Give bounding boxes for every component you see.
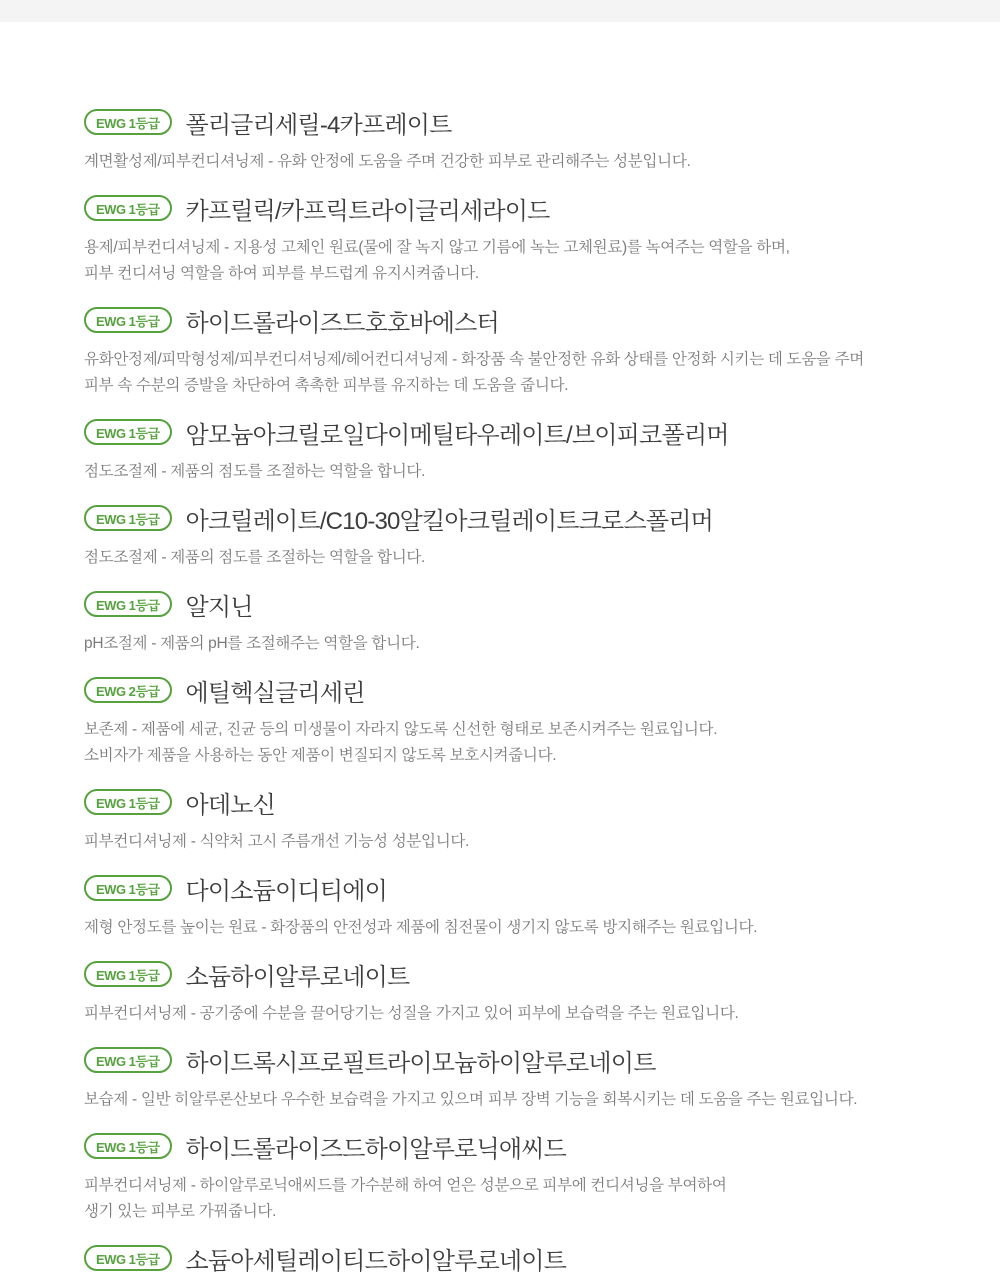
ingredient-name: 카프릴릭/카프릭트라이글리세라이드 [185,197,550,225]
ingredient-entry-header [84,1132,944,1163]
ingredient-description-line: 계면활성제/피부컨디셔닝제 - 유화 안정에 도움을 주며 건강한 피부로 관리해주는 성분입니다. [84,153,691,170]
ingredient-description-line: 점도조절제 - 제품의 점도를 조절하는 역할을 합니다. [84,549,426,566]
ingredient-description [84,717,944,769]
ingredient-description-line: 제형 안정도를 높이는 원료 - 화장품의 안전성과 제품에 침전물이 생기지 않도록 방지해주는 원료입니다. [84,919,758,936]
ingredient-name: 하이드롤라이즈드하이알루로닉애씨드 [185,1135,567,1163]
ingredient-description [84,1001,944,1027]
ingredient-name: 하이드롤라이즈드호호바에스터 [185,309,499,337]
ingredient-entry-header [84,108,944,139]
ewg-grade-badge: EWG 1등급 [84,1245,172,1271]
ingredient-description-line: 피부컨디셔닝제 - 공기중에 수분을 끌어당기는 성질을 가지고 있어 피부에 보습력을 주는 원료입니다. [84,1005,739,1022]
ingredient-entry [84,1244,944,1275]
ingredient-description-line: 생기 있는 피부로 가꿔줍니다. [84,1203,277,1220]
ingredient-entry [84,590,944,657]
ingredient-name: 소듐하이알루로네이트 [185,963,410,991]
ingredient-name: 아크릴레이트/C10-30알킬아크릴레이트크로스폴리머 [185,507,713,535]
ingredient-entry [84,1132,944,1225]
ingredient-description-line: 보습제 - 일반 히알루론산보다 우수한 보습력을 가지고 있으며 피부 장벽 기능을 회복시키는 데 도움을 주는 원료입니다. [84,1091,858,1108]
ingredient-entry [84,504,944,571]
ingredient-entry [84,306,944,399]
ingredient-description [84,347,944,399]
ingredient-description [84,915,944,941]
ingredient-entry-header [84,1244,944,1275]
ingredient-description-line: 피부컨디셔닝제 - 하이알루로닉애씨드를 가수분해 하여 얻은 성분으로 피부에 컨디셔닝을 부여하여 [84,1177,727,1194]
ingredient-description-line: pH조절제 - 제품의 pH를 조절해주는 역할을 합니다. [84,635,420,652]
ingredient-entry-header [84,788,944,819]
ingredient-description-line: 보존제 - 제품에 세균, 진균 등의 미생물이 자라지 않도록 신선한 형태로 보존시켜주는 원료입니다. [84,721,718,738]
ingredient-entry-header [84,590,944,621]
ingredient-entry [84,1046,944,1113]
ingredient-description [84,1173,944,1225]
ingredient-description [84,1087,944,1113]
ingredient-entry-header [84,960,944,991]
ewg-grade-badge: EWG 1등급 [84,505,172,531]
ingredient-entry [84,874,944,941]
ingredient-name: 다이소듐이디티에이 [185,877,387,905]
ingredient-name: 에틸헥실글리세린 [185,679,365,707]
ingredient-entry [84,418,944,485]
ewg-grade-badge: EWG 2등급 [84,677,172,703]
ingredient-description-line: 점도조절제 - 제품의 점도를 조절하는 역할을 합니다. [84,463,426,480]
ewg-grade-badge: EWG 1등급 [84,591,172,617]
ingredient-name: 하이드록시프로필트라이모늄하이알루로네이트 [185,1049,656,1077]
ewg-grade-badge: EWG 1등급 [84,419,172,445]
ewg-grade-badge: EWG 1등급 [84,1133,172,1159]
ewg-grade-badge: EWG 1등급 [84,109,172,135]
ingredient-name: 암모늄아크릴로일다이메틸타우레이트/브이피코폴리머 [185,421,729,449]
ewg-grade-badge: EWG 1등급 [84,1047,172,1073]
ingredient-description [84,235,944,287]
ingredient-entry [84,108,944,175]
ingredient-entry [84,194,944,287]
ingredient-entry-header [84,504,944,535]
ingredient-entry-header [84,194,944,225]
ingredient-description [84,545,944,571]
ingredient-entry [84,788,944,855]
ewg-grade-badge: EWG 1등급 [84,195,172,221]
ingredient-name: 알지닌 [185,593,253,621]
ingredient-entry [84,960,944,1027]
ingredient-name: 아데노신 [185,791,276,819]
ingredient-description [84,149,944,175]
ingredient-description [84,631,944,657]
ewg-grade-badge: EWG 1등급 [84,875,172,901]
ingredient-entry-header [84,1046,944,1077]
ingredient-description-line: 소비자가 제품을 사용하는 동안 제품이 변질되지 않도록 보호시켜줍니다. [84,747,557,764]
ewg-grade-badge: EWG 1등급 [84,961,172,987]
ingredient-entry-header [84,676,944,707]
ingredient-description-line: 피부 속 수분의 증발을 차단하여 촉촉한 피부를 유지하는 데 도움을 줍니다. [84,377,569,394]
ingredient-list [0,22,1000,1275]
top-bar [0,0,1000,22]
ingredient-description-line: 피부컨디셔닝제 - 식약처 고시 주름개선 기능성 성분입니다. [84,833,470,850]
ingredient-description-line: 유화안정제/피막형성제/피부컨디셔닝제/헤어컨디셔닝제 - 화장품 속 불안정한 유화 상태를 안정화 시키는 데 도움을 주며 [84,351,864,368]
ingredient-description-line: 용제/피부컨디셔닝제 - 지용성 고체인 원료(물에 잘 녹지 않고 기름에 녹는 고체원료)를 녹여주는 역할을 하며, [84,239,790,256]
ingredient-entry-header [84,418,944,449]
ewg-grade-badge: EWG 1등급 [84,789,172,815]
ingredient-description-line: 피부 컨디셔닝 역할을 하여 피부를 부드럽게 유지시켜줍니다. [84,265,479,282]
ingredient-description [84,829,944,855]
ingredient-description [84,459,944,485]
ewg-grade-badge: EWG 1등급 [84,307,172,333]
ingredient-entry-header [84,306,944,337]
ingredient-entry [84,676,944,769]
ingredient-name: 소듐아세틸레이티드하이알루로네이트 [185,1247,567,1275]
ingredient-name: 폴리글리세릴-4카프레이트 [185,111,452,139]
ingredient-entry-header [84,874,944,905]
